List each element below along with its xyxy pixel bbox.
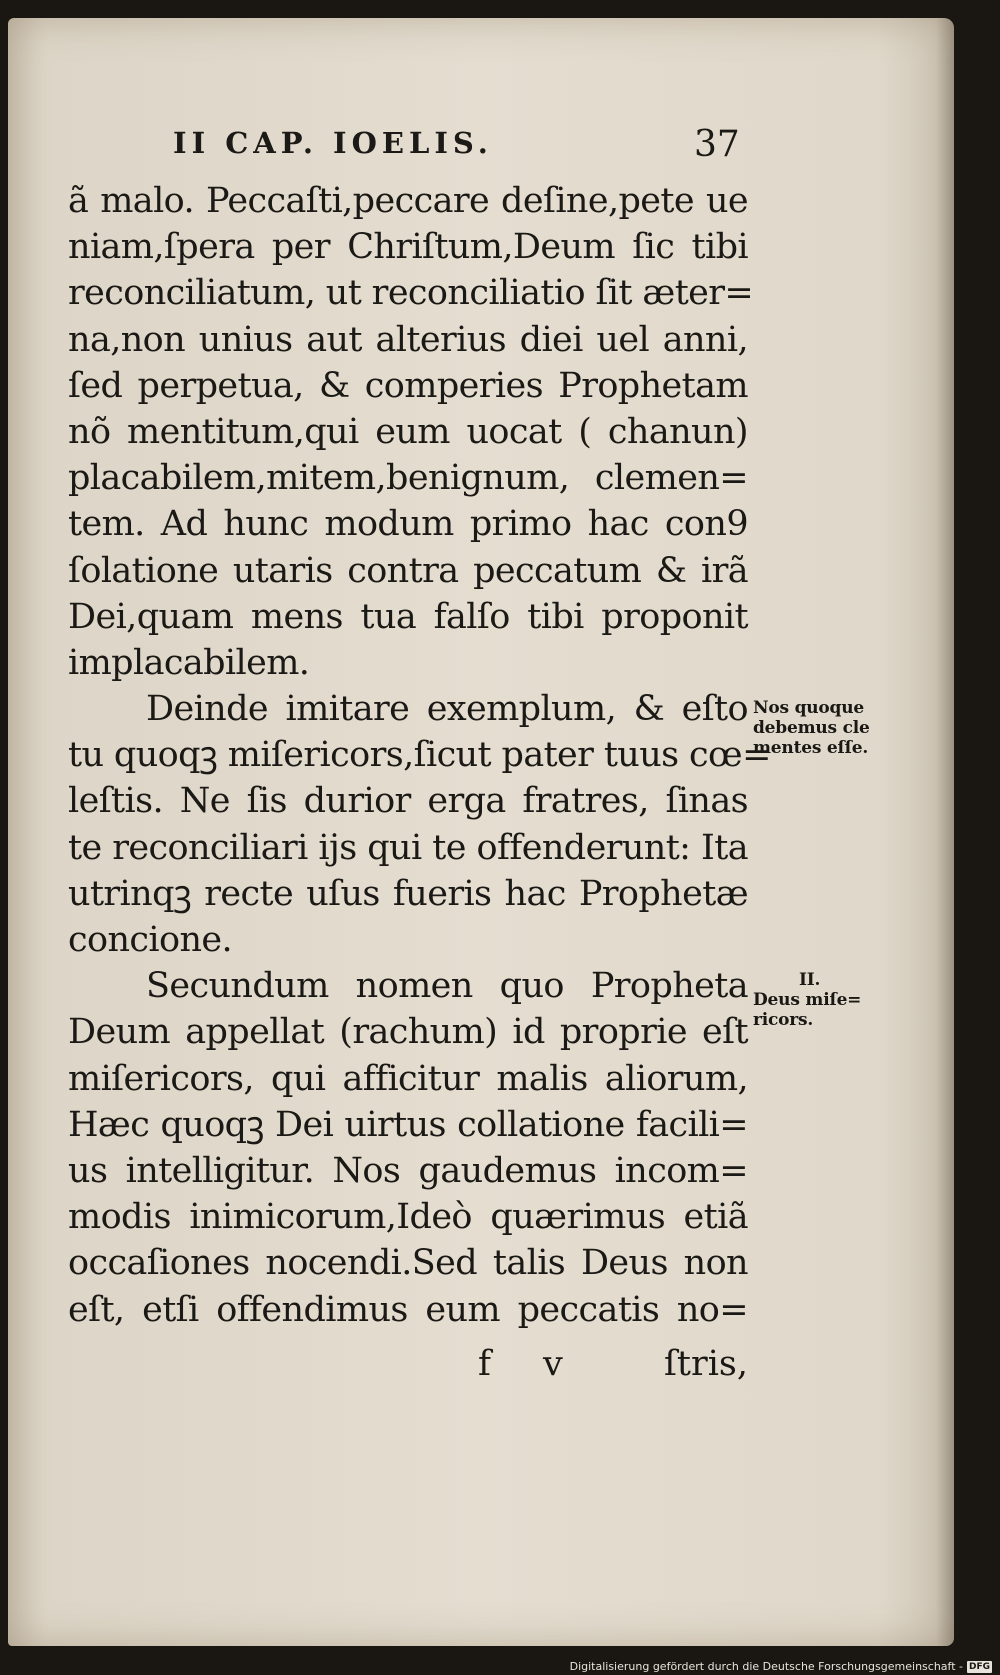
text-line: ſolatione utaris contra peccatum & irã xyxy=(68,550,748,591)
text-line: ſed perpetua, & comperies Prophetam xyxy=(68,365,748,406)
text-line: implacabilem. xyxy=(68,642,310,683)
signature-number: v xyxy=(543,1344,563,1384)
margin-note-line: ricors. xyxy=(753,1010,814,1030)
text-line: leſtis. Ne ſis durior erga fratres, ſinas xyxy=(68,781,748,822)
margin-note-deus-misericors xyxy=(753,970,861,1030)
text-line: eſt, etſi offendimus eum peccatis no= xyxy=(68,1289,748,1330)
signature-mark: f xyxy=(478,1344,491,1384)
margin-note-line: Deus miſe= xyxy=(753,990,862,1010)
text-line: miſericors, qui afficitur malis aliorum, xyxy=(68,1058,748,1099)
text-line: concione. xyxy=(68,920,233,960)
margin-note-line: II. xyxy=(799,970,821,990)
text-line: modis inimicorum,Ideò quærimus etiã xyxy=(68,1197,748,1238)
page-edge-shadow xyxy=(936,18,954,1646)
margin-note-line: debemus cle xyxy=(753,718,870,738)
digitization-footer xyxy=(570,1660,992,1673)
text-line: Dei,quam mens tua falſo tibi proponit xyxy=(68,596,748,637)
text-line: utrinqꝫ recte uſus fueris hac Prophetæ xyxy=(68,873,748,914)
text-line: Deinde imitare exemplum, & eſto xyxy=(146,689,748,730)
text-line: occaſiones nocendi.Sed talis Deus non xyxy=(68,1243,748,1284)
margin-note-line: mentes eſſe. xyxy=(753,738,869,758)
catchword-line xyxy=(478,1344,748,1390)
main-text-block xyxy=(68,178,771,1333)
book-page xyxy=(8,18,954,1646)
text-line: na,non unius aut alterius diei uel anni, xyxy=(68,319,748,360)
text-line: Secundum nomen quo Propheta xyxy=(146,966,748,1007)
catchword: ſtris, xyxy=(663,1344,748,1384)
text-line: ã malo. Peccaſti,peccare deſine,pete ue xyxy=(68,181,748,221)
margin-note-clemency xyxy=(753,698,870,758)
text-line: tu quoqꝫ miſericors,ſicut pater tuus cœ= xyxy=(68,735,771,776)
page-number: 37 xyxy=(694,124,740,165)
text-line: tem. Ad hunc modum primo hac con9 xyxy=(68,504,748,545)
dfg-logo: DFG xyxy=(968,1661,990,1672)
text-line: Deum appellat (rachum) id proprie eſt xyxy=(68,1012,748,1053)
running-head: II CAP. IOELIS. xyxy=(173,126,493,160)
text-line: us intelligitur. Nos gaudemus incom= xyxy=(68,1150,748,1191)
margin-note-line: Nos quoque xyxy=(753,698,865,718)
text-line: reconciliatum, ut reconciliatio ſit æter= xyxy=(68,273,754,314)
text-line: te reconciliari ijs qui te offenderunt: Ita xyxy=(68,827,748,868)
text-line: nõ mentitum,qui eum uocat ( chanun) xyxy=(68,411,748,452)
text-line: niam,ſpera per Chriſtum,Deum ſic tibi xyxy=(68,227,748,268)
text-line: Hæc quoqꝫ Dei uirtus collatione facili= xyxy=(68,1104,748,1145)
footer-credit: Digitalisierung gefördert durch die Deutsche Forschungsgemeinschaft - xyxy=(569,1660,963,1673)
text-line: placabilem,mitem,benignum, clemen= xyxy=(68,458,748,499)
